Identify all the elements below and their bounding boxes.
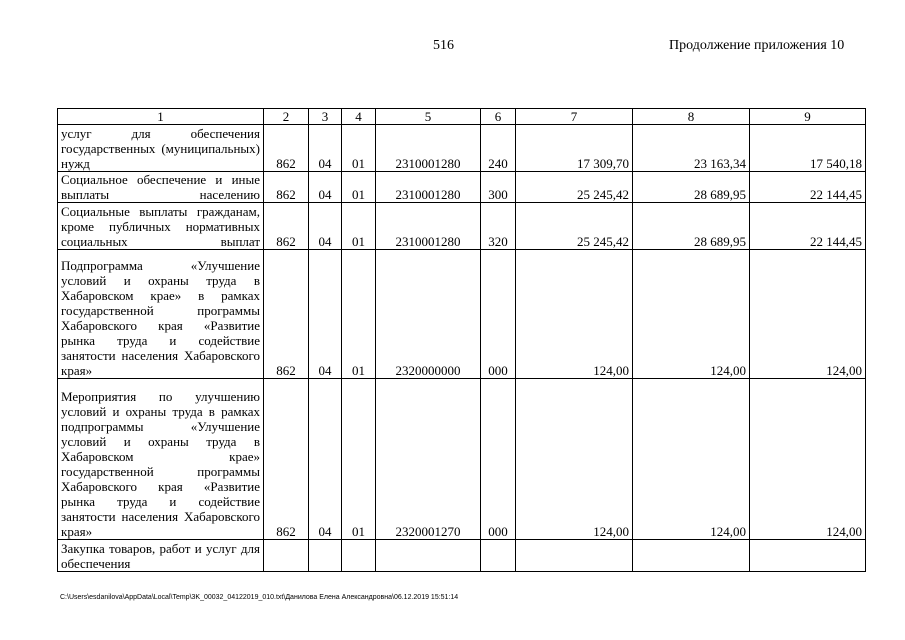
column-header: 7 (516, 109, 633, 125)
cell-target-article (376, 540, 481, 572)
cell-admin-code: 862 (264, 379, 309, 540)
column-header: 6 (481, 109, 516, 125)
cell-expense-type: 000 (481, 250, 516, 379)
cell-section: 04 (309, 172, 342, 203)
cell-amount-3: 124,00 (750, 250, 866, 379)
footer-file-path: C:\Users\esdanilova\AppData\Local\Temp\3K_00032_04122019_010.txt\Данилова Елена Александровна\06.12.2019 15:51:14 (60, 594, 459, 601)
cell-subsection: 01 (342, 125, 376, 172)
cell-section: 04 (309, 250, 342, 379)
table-row (58, 203, 866, 250)
cell-target-article: 2310001280 (376, 203, 481, 250)
cell-amount-1: 25 245,42 (516, 172, 633, 203)
row-name: Социальные выплаты гражданам, кроме публичных нормативных социальных выплат (58, 203, 264, 250)
cell-amount-2: 124,00 (633, 379, 750, 540)
column-header: 1 (58, 109, 264, 125)
cell-amount-1: 17 309,70 (516, 125, 633, 172)
cell-target-article: 2310001280 (376, 125, 481, 172)
column-header: 5 (376, 109, 481, 125)
cell-subsection (342, 540, 376, 572)
cell-admin-code: 862 (264, 250, 309, 379)
cell-admin-code: 862 (264, 172, 309, 203)
cell-expense-type: 240 (481, 125, 516, 172)
row-name: Подпрограмма «Улучшение условий и охраны труда в Хабаровском крае» в рамках государственной программы Хабаровского края «Развитие рынка труда и содействие занятости населения Хабаровского края» (58, 250, 264, 379)
table-row (58, 172, 866, 203)
cell-amount-2: 28 689,95 (633, 172, 750, 203)
cell-amount-2: 28 689,95 (633, 203, 750, 250)
column-header: 3 (309, 109, 342, 125)
cell-target-article: 2320000000 (376, 250, 481, 379)
column-header: 8 (633, 109, 750, 125)
cell-amount-1 (516, 540, 633, 572)
cell-section: 04 (309, 379, 342, 540)
cell-amount-2: 23 163,34 (633, 125, 750, 172)
cell-amount-3 (750, 540, 866, 572)
row-name: Мероприятия по улучшению условий и охраны труда в рамках подпрограммы «Улучшение условий и охраны труда в Хабаровском крае» государственной программы Хабаровского края «Развитие рынка труда и содействие занятости населения Хабаровского края» (58, 379, 264, 540)
table-row (58, 250, 866, 379)
column-header-row (58, 109, 866, 125)
page-number: 516 (433, 38, 454, 53)
column-header: 2 (264, 109, 309, 125)
cell-amount-3: 17 540,18 (750, 125, 866, 172)
cell-section: 04 (309, 125, 342, 172)
table-row (58, 540, 866, 572)
cell-amount-2: 124,00 (633, 250, 750, 379)
cell-expense-type: 000 (481, 379, 516, 540)
cell-expense-type: 300 (481, 172, 516, 203)
cell-subsection: 01 (342, 379, 376, 540)
cell-amount-3: 22 144,45 (750, 203, 866, 250)
column-header: 4 (342, 109, 376, 125)
row-name: Социальное обеспечение и иные выплаты населению (58, 172, 264, 203)
table-row (58, 379, 866, 540)
budget-table (57, 108, 866, 572)
cell-admin-code: 862 (264, 125, 309, 172)
table-row (58, 125, 866, 172)
cell-amount-2 (633, 540, 750, 572)
column-header: 9 (750, 109, 866, 125)
cell-subsection: 01 (342, 250, 376, 379)
cell-expense-type: 320 (481, 203, 516, 250)
cell-target-article: 2310001280 (376, 172, 481, 203)
cell-subsection: 01 (342, 203, 376, 250)
cell-amount-3: 22 144,45 (750, 172, 866, 203)
cell-section: 04 (309, 203, 342, 250)
cell-amount-1: 124,00 (516, 379, 633, 540)
continuation-header: Продолжение приложения 10 (669, 38, 845, 53)
cell-amount-1: 25 245,42 (516, 203, 633, 250)
cell-admin-code (264, 540, 309, 572)
cell-amount-1: 124,00 (516, 250, 633, 379)
cell-section (309, 540, 342, 572)
cell-expense-type (481, 540, 516, 572)
cell-amount-3: 124,00 (750, 379, 866, 540)
cell-subsection: 01 (342, 172, 376, 203)
row-name: услуг для обеспечения государственных (муниципальных) нужд (58, 125, 264, 172)
cell-admin-code: 862 (264, 203, 309, 250)
row-name: Закупка товаров, работ и услуг для обеспечения (58, 540, 264, 572)
cell-target-article: 2320001270 (376, 379, 481, 540)
